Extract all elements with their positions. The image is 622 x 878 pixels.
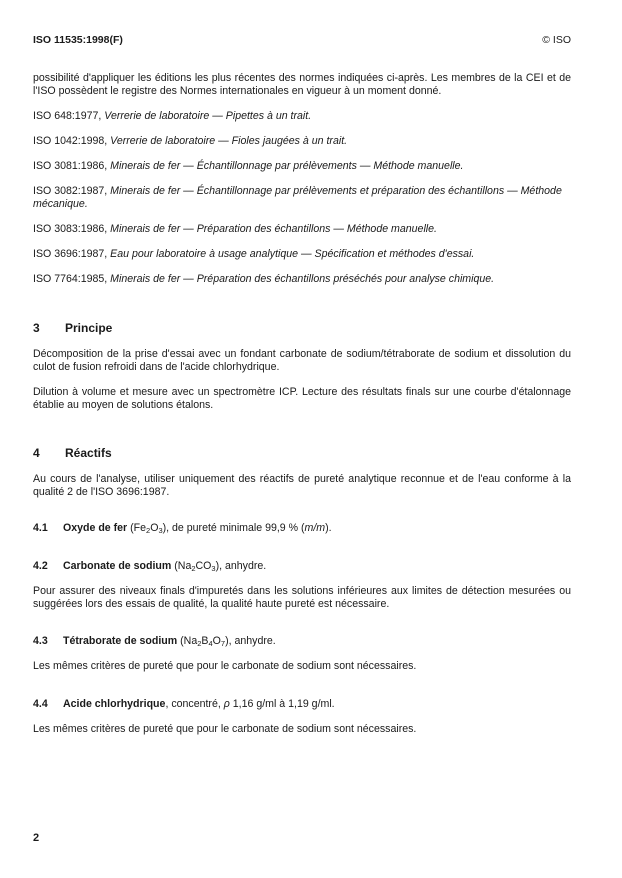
subsection-4-3-para: Les mêmes critères de pureté que pour le carbonate de sodium sont nécessaires.: [33, 660, 417, 672]
reference-item: [33, 160, 571, 173]
section-number: 3: [33, 321, 40, 335]
subsection-4-2: 4.2 Carbonate de sodium $(Na_2CO_3)$, anhydre.: [33, 560, 267, 573]
section-title: Principe: [65, 321, 113, 335]
reference-title: Minerais de fer — Préparation des échantillons — Méthode manuelle.: [110, 223, 437, 235]
section-3-para-1: Décomposition de la prise d'essai avec un fondant carbonate de sodium/tétraborate de sodium et dissolution du culot de fusion refroidi dans de l'acide chlorhydrique.: [33, 348, 571, 373]
copyright-mark: © ISO: [542, 34, 571, 46]
section-number: 4: [33, 446, 40, 460]
reference-item: [33, 185, 571, 211]
standard-id: ISO 11535:1998(F): [33, 34, 123, 46]
reference-item: [33, 248, 571, 261]
page-number: 2: [33, 832, 40, 844]
reference-title: Minerais de fer — Préparation des échantillons préséchés pour analyse chimique.: [110, 273, 495, 285]
reference-title: Minerais de fer — Échantillonnage par prélèvements et préparation des échantillons — Méthode mécanique.: [33, 185, 562, 210]
intro-paragraph: possibilité d'appliquer les éditions les plus récentes des normes indiquées ci-après. Les membres de la CEI et de l'ISO possèdent le registre des Normes internationales en vigueur à un moment donné.: [33, 72, 571, 97]
reference-code: ISO 3082:1987,: [33, 185, 108, 197]
reference-title: Minerais de fer — Échantillonnage par prélèvements — Méthode manuelle.: [110, 160, 464, 172]
section-heading-4: [33, 446, 112, 461]
reference-item: [33, 135, 571, 148]
reference-item: [33, 273, 571, 286]
subsection-4-3: 4.3 Tétraborate de sodium $(Na_2B_4O_7)$, anhydre.: [33, 635, 276, 648]
reference-title: Eau pour laboratoire à usage analytique — Spécification et méthodes d'essai.: [110, 248, 475, 260]
reference-item: [33, 110, 571, 123]
reference-code: ISO 648:1977,: [33, 110, 102, 122]
section-title: Réactifs: [65, 446, 112, 460]
reference-title: Verrerie de laboratoire — Fioles jaugées à un trait.: [110, 135, 348, 147]
reference-code: ISO 1042:1998,: [33, 135, 108, 147]
subsection-4-2-para: Pour assurer des niveaux finals d'impuretés dans les solutions inférieures aux limites de détection mesurées ou suggérées lors des essais de qualité, la qualité haute pureté est nécessaire.: [33, 585, 571, 610]
reference-item: [33, 223, 571, 236]
section-3-para-2: Dilution à volume et mesure avec un spectromètre ICP. Lecture des résultats finals sur une courbe d'étalonnage établie au moyen de solutions étalons.: [33, 386, 571, 411]
document-page: [33, 0, 571, 878]
subsection-4-4: 4.4 Acide chlorhydrique, concentré, ρ 1,16 g/ml à 1,19 g/ml.: [33, 698, 335, 710]
section-heading-3: [33, 321, 112, 336]
page-header: [33, 34, 571, 48]
reference-title: Verrerie de laboratoire — Pipettes à un trait.: [104, 110, 312, 122]
reference-code: ISO 3083:1986,: [33, 223, 108, 235]
reference-code: ISO 3081:1986,: [33, 160, 108, 172]
reference-code: ISO 7764:1985,: [33, 273, 108, 285]
subsection-4-1: 4.1 Oxyde de fer $(Fe_2O_3)$, de pureté minimale 99,9 % (m/m).: [33, 522, 332, 535]
subsection-4-4-para: Les mêmes critères de pureté que pour le carbonate de sodium sont nécessaires.: [33, 723, 417, 735]
reference-code: ISO 3696:1987,: [33, 248, 108, 260]
section-4-para: Au cours de l'analyse, utiliser uniquement des réactifs de pureté analytique reconnue et de l'eau conforme à la qualité 2 de l'ISO 3696:1987.: [33, 473, 571, 498]
